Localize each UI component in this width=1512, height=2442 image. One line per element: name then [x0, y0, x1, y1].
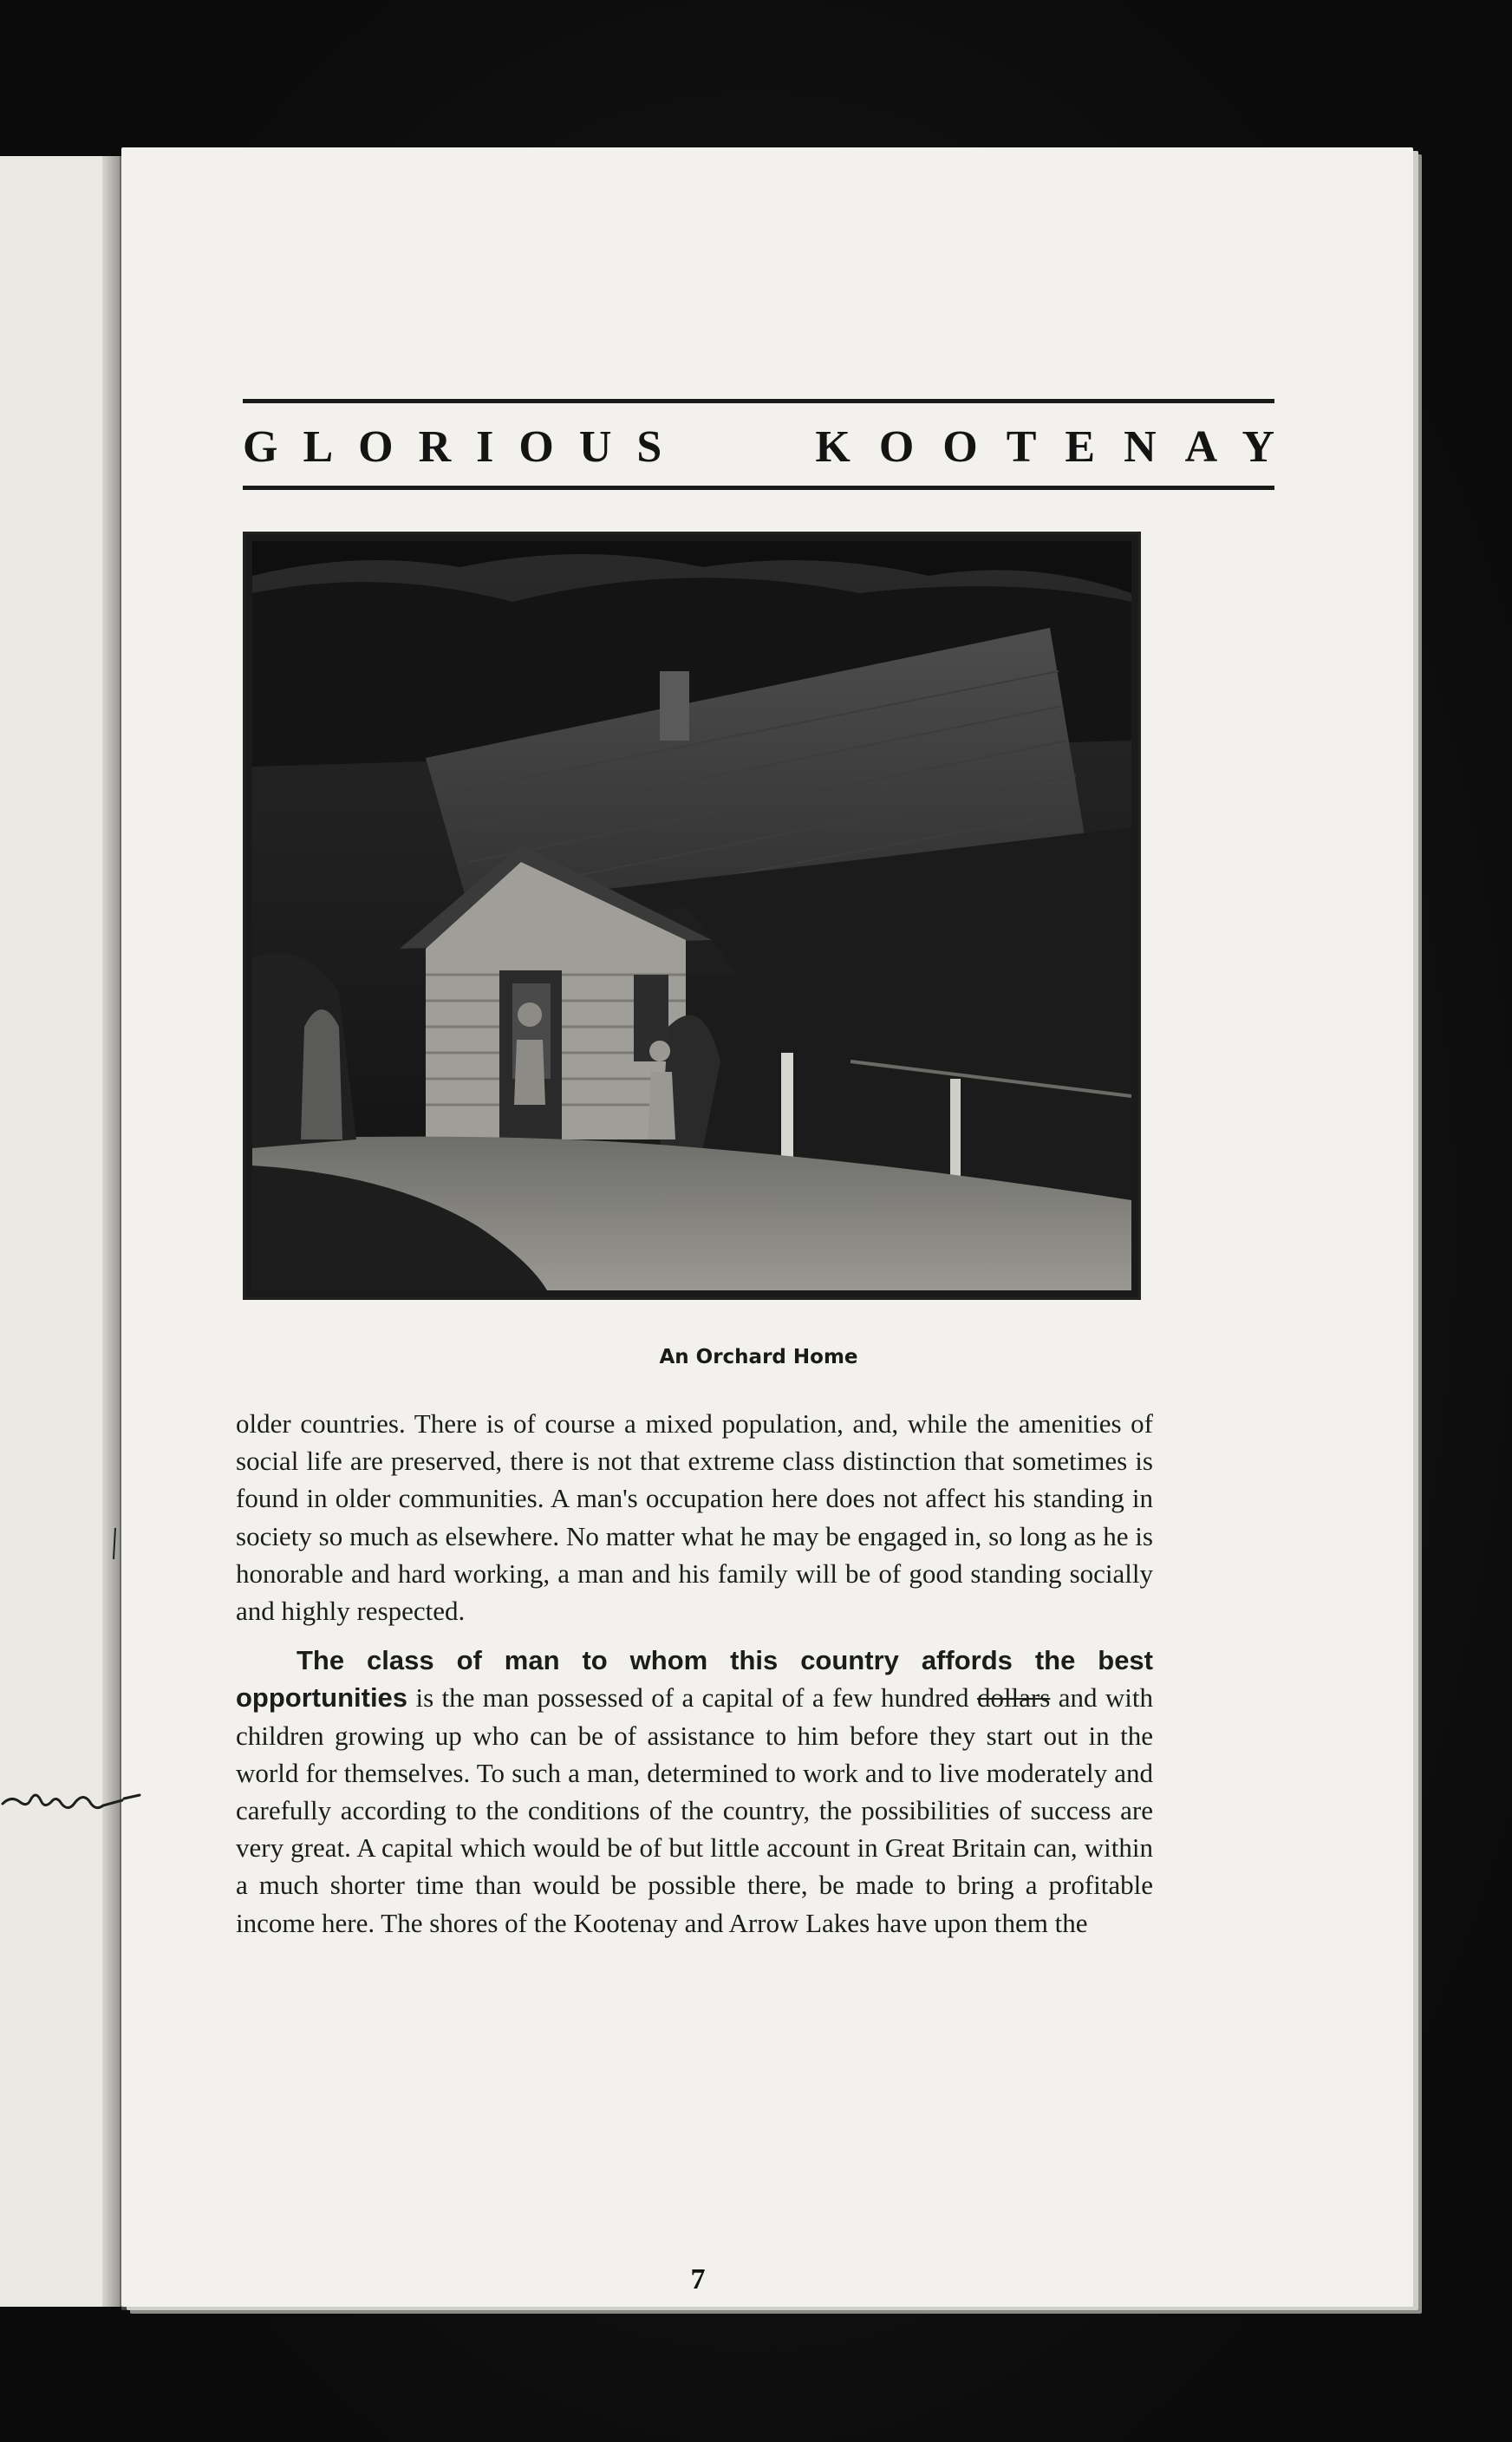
header-rule-top: [243, 399, 1274, 403]
header-rule-bottom: [243, 486, 1274, 490]
running-head-right: KOOTENAY: [815, 421, 1303, 472]
photo-illustration: [252, 541, 1131, 1290]
facing-page-gutter: [102, 156, 120, 2307]
body-text: [236, 1405, 1153, 1942]
running-head-left: GLORIOUS: [243, 421, 688, 472]
paragraph-2-lead: The class of man to whom this country affords the best opportunities: [236, 1645, 1153, 1714]
running-head: [243, 416, 1303, 477]
paragraph-2: [236, 1642, 1153, 1942]
margin-tick-icon: [111, 1526, 118, 1561]
handwritten-margin-note-icon: [1, 1769, 148, 1830]
paragraph-2-part-a: is the man possessed of a capital of a few hundred: [407, 1682, 977, 1714]
struck-word: dollars: [976, 1682, 1051, 1714]
orchard-house-photo: [243, 532, 1141, 1300]
paragraph-1: older countries. There is of course a mixed population, and, while the amenities of social life are preserved, there is not that extreme class distinction that sometimes is found in older communities. A man's occupation here does not affect his standing in society so much as elsewhere. No matter what he may be engaged in, so long as he is honorable and hard working, a man and his family will be of good standing socially and highly respected.: [236, 1408, 1153, 1627]
photo-caption: An Orchard Home: [659, 1346, 858, 1368]
page-number: 7: [690, 2263, 706, 2295]
book-page: [121, 147, 1413, 2307]
paragraph-2-part-b: and with children growing up who can be of assistance to him before they start out in the world for themselves. To such a man, determined to work and to live moderately and carefully according to the conditions of the country, the possibilities of success are very great. A capital which would be of but little account in Great Britain can, within a much shorter time than would be possible there, be made to bring a profitable income here. The shores of the Kootenay and Arrow Lakes have upon them the: [236, 1682, 1153, 1938]
